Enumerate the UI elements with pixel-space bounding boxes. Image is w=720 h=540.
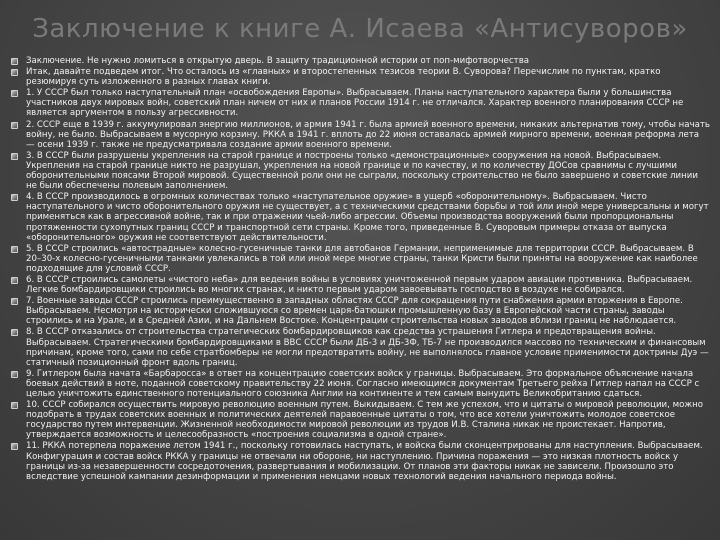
bullet-icon [11, 90, 18, 97]
list-item [10, 275, 710, 295]
item-text: 4. В СССР производилось в огромных количествах только «наступательное оружие» в ущерб «оборонительному». Выбрасываем. Чисто наступательного и чисто оборонительного оружия не существует, а с техническими средствами борьбы и той или иной мере универсальны и могут применяться как в агрессивной войне, так и при отражении чьей-либо агрессии. Объемы производства вооружений были пропорциональны протяженности сухопутных границ СССР и транспортной сети страны. Кроме того, приведенные В. Суворовым примеры отказа от выпуска «оборонительного» оружия не соответствуют действительности. [26, 192, 709, 243]
bullet-icon [11, 402, 18, 409]
bullet-icon [11, 298, 18, 305]
list-item [10, 327, 710, 367]
item-text: 1. У СССР был только наступательный план «освобождения Европы». Выбрасываем. Планы наступательного характера были у большинства участников двух мировых войн, советский план ничем от них и планов России 1914 г. не отличался. Характер военного планирования СССР не является аргументом в пользу агрессивности. [26, 88, 684, 119]
bullet-icon [11, 443, 18, 450]
item-text: 11. РККА потерпела поражение летом 1941 г., поскольку готовилась наступать, и войска были сконцентрированы для наступления. Выбрасываем. Конфигурация и состав войск РККА у границы не отвечали ни обороне, ни наступлению. Причина поражения — это низкая плотность войск у границы из-за незавершенности сосредоточения, развертывания и мобилизации. От планов эти факторы никак не зависели. Произошло это вследствие успешной кампании дезинформации и применения немцами новых технологий ведения начального периода войны. [26, 441, 703, 482]
list-item [10, 296, 710, 326]
bullet-list [10, 56, 710, 538]
bullet-icon [11, 371, 18, 378]
list-item [10, 151, 710, 191]
bullet-icon [11, 194, 18, 201]
item-text: 7. Военные заводы СССР строились преимущественно в западных областях СССР для сокращения пути снабжения армии вторжения в Европе. Выбрасываем. Несмотря на исторически сложившуюся со времен царя-батюшки промышленную базу в Европейской части страны, заводы строились и на Урале, и в Средней Азии, и на Дальнем Востоке. Концентрации строительства новых заводов вблизи границ не наблюдается. [26, 296, 683, 327]
bullet-icon [11, 329, 18, 336]
list-item [10, 400, 710, 440]
list-item [10, 88, 710, 118]
bullet-icon [11, 122, 18, 129]
item-text: 3. В СССР были разрушены укрепления на старой границе и построены только «демонстрационные» сооружения на новой. Выбрасываем. Укрепления на старой границе никто не разрушал, укрепления на новой границе и по качеству, и по количеству ДОСов сравнимы с лучшими оборонительными поясами Второй мировой. Существенной роли они не сыграли, поскольку строительство не было завершено и советские линии не были обеспечены полевым заполнением. [26, 150, 698, 192]
item-text: 9. Гитлером была начата «Барбаросса» в ответ на концентрацию советских войск у границы. Выбрасываем. Это формальное объяснение начала боевых действий в ноте, поданной советскому правительству 22 июня. Согласно имеющимся документам Третьего рейха Гитлер напал на СССР с целью уничтожить единственного потенциального союзника Англии на континенте и тем самым вынудить Великобританию сдаться. [26, 368, 700, 399]
bullet-icon [11, 153, 18, 160]
item-text: 2. СССР еще в 1939 г. аккумулировал энергию миллионов, и армия 1941 г. была армией военного времени, никаких альтернатив тому, чтобы начать войну, не было. Выбрасываем в мусорную корзину. РККА в 1941 г. вплоть до 22 июня оставалась армией мирного времени, военная реформа лета — осени 1939 г. также не предусматривала создание армии военного времени. [26, 119, 710, 150]
list-item [10, 244, 710, 274]
bullet-icon [11, 246, 18, 253]
list-item [10, 192, 710, 242]
list-item [10, 369, 710, 399]
list-item [10, 441, 710, 481]
list-item [10, 56, 710, 66]
item-text: 10. СССР собирался осуществить мировую революцию военным путем. Выкидываем. С тем же успехом, что и цитаты о мировой революции, можно подобрать в трудах советских военных и политических деятелей паравоенные цитаты о том, что все хотели уничтожить молодое советское государство путем интервенции. Жизненной необходимости мировой революции из трудов И.В. Сталина никак не проистекает. Напротив, утверждается возможность и целесообразность «построения социализма в одной стране». [26, 400, 703, 441]
bullet-icon [11, 58, 18, 65]
list-item [10, 120, 710, 150]
item-text: Итак, давайте подведем итог. Что осталось из «главных» и второстепенных тезисов теории В. Суворова? Перечислим по пунктам, кратко резюмируя суть изложенного в разных главах книги. [26, 67, 661, 88]
item-text: Заключение. Не нужно ломиться в открытую дверь. В защиту традиционной истории от поп-мифотворчества [26, 56, 530, 66]
list-item [10, 67, 710, 87]
item-text: 6. В СССР строились самолеты «чистого неба» для ведения войны в условиях уничтоженной первым ударом авиации противника. Выбрасываем. Легкие бомбардировщики строились во многих странах, и никто первым ударом завоевывать господство в воздухе не собирался. [26, 274, 693, 296]
item-text: 5. В СССР строились «автострадные» колесно-гусеничные танки для автобанов Германии, неприменимые для территории СССР. Выбрасываем. В 20–30-х колесно-гусеничными танками увлекались в той или иной мере многие страны, танки Кристи были приняты на вооружение как наиболее подходящие для условий СССР. [26, 243, 698, 274]
slide-title: Заключение к книге А. Исаева «Антисуворов» [32, 14, 688, 44]
bullet-icon [11, 69, 18, 76]
bullet-icon [11, 277, 18, 284]
item-text: 8. В СССР отказались от строительства стратегических бомбардировщиков как средства устрашения Гитлера и предотвращения войны. Выбрасываем. Стратегическими бомбардировщиками в ВВС СССР были ДБ-3 и ДБ-3Ф, ТБ-7 не производился массово по техническим и финансовым причинам, кроме того, сами по себе стратбомберы не могли предотвратить войну, не выполнялось главное условие применимости доктрины Дуэ — статичный позиционный фронт вдоль границ. [26, 327, 709, 368]
